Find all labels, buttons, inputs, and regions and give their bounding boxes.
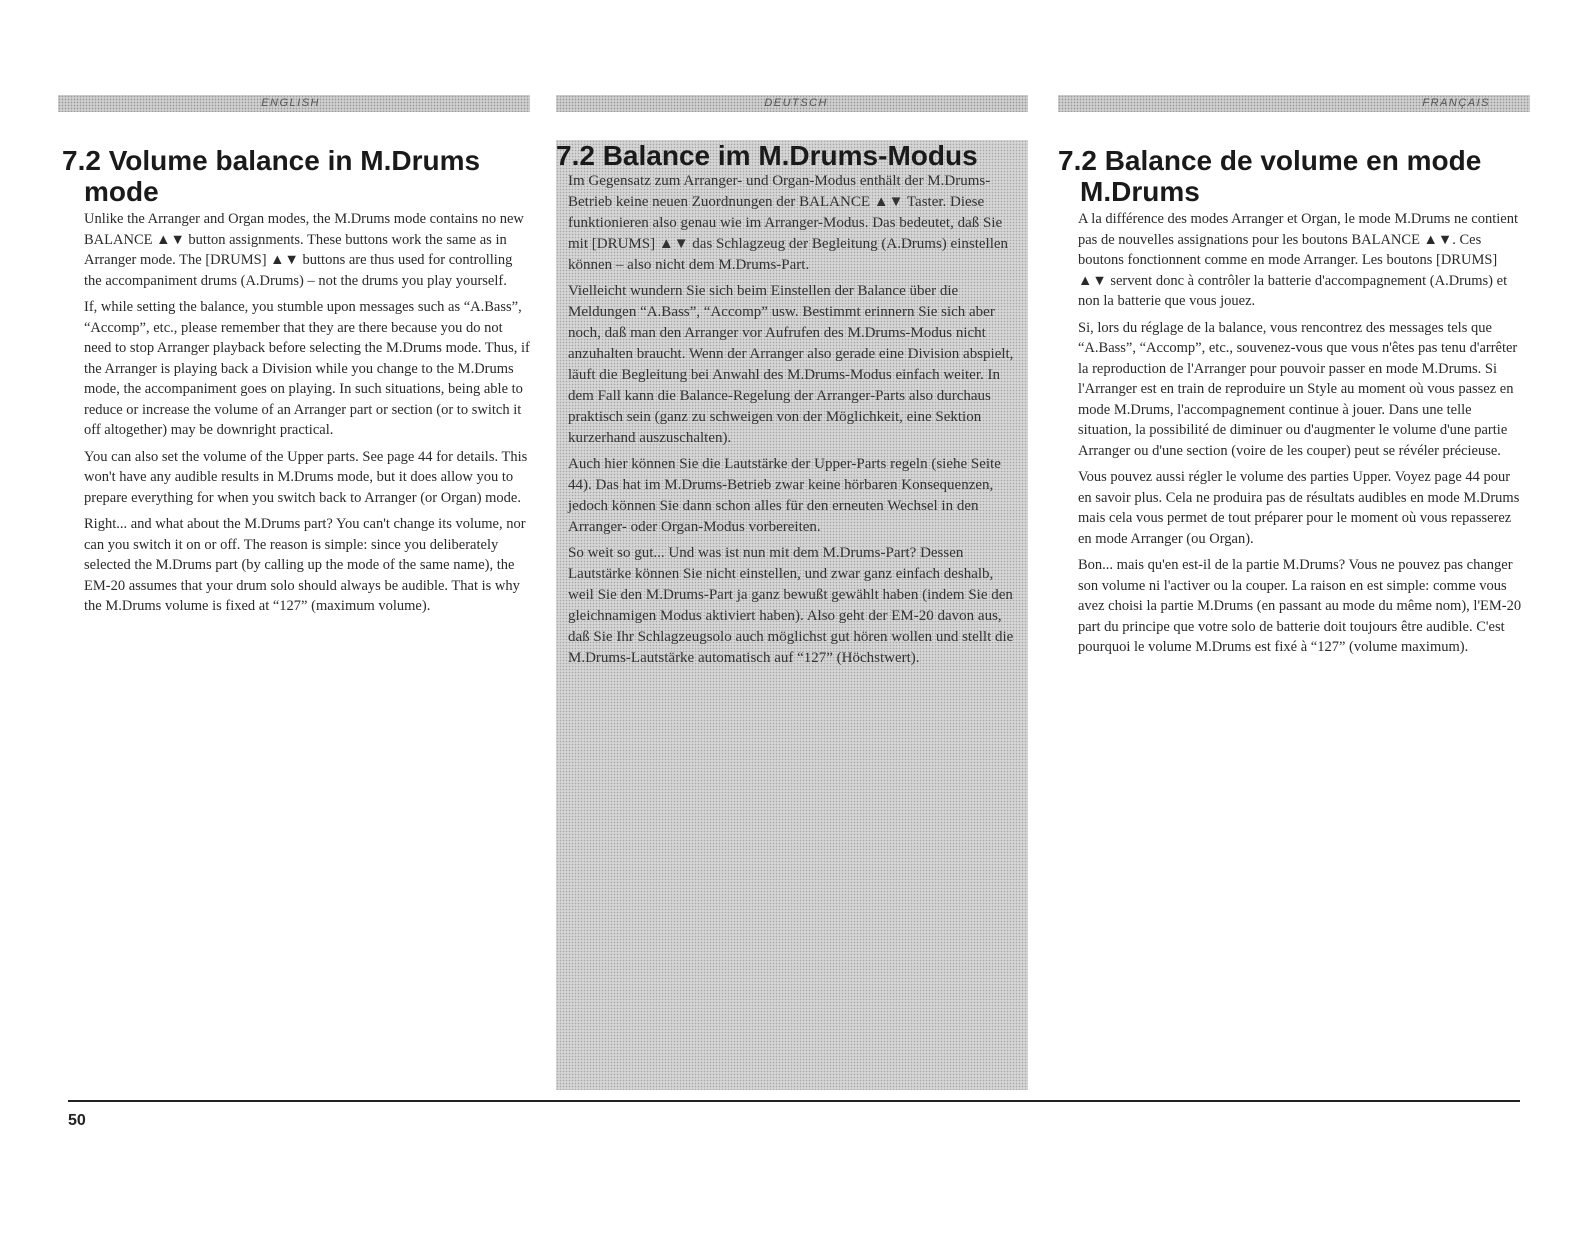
francais-body: [1058, 209, 1522, 658]
deutsch-paragraph-4: So weit so gut... Und was ist nun mit dem M.Drums-Part? Dessen Lautstärke können Sie nicht einstellen, und zwar ganz einfach deshalb, weil Sie den M.Drums-Part ja ganz bewußt gewählt haben (indem Sie den gleichnamigen Modus aktiviert haben). Also geht der EM-20 davon aus, daß Sie Ihr Schlagzeugsolo auch möglichst gut hören wollen und stellt die M.Drums-Lautstärke automatisch auf “127” (Höchstwert).: [568, 545, 1014, 666]
english-paragraph-2: If, while setting the balance, you stumble upon messages such as “A.Bass”, “Accomp”, etc., please remember that they are there because you do not need to stop Arranger playback before selecting the M.Drums mode. Thus, if the Arranger is playing back a Division while you change to the M.Drums mode, the accompaniment goes on playing. In such situations, being able to reduce or increase the volume of an Arranger part or section (or to switch it off altogether) may be downright practical.: [84, 299, 530, 438]
english-title-line2: mode: [84, 176, 159, 207]
english-section-title: [62, 145, 530, 207]
francais-paragraph-3: Vous pouvez aussi régler le volume des parties Upper. Voyez page 44 pour en savoir plus. Cela ne produira pas de résultats audibles en mode M.Drums mais cela vous permet de tout préparer pour le moment où vous repasserez en mode Arranger (ou Organ).: [1078, 469, 1520, 547]
francais-paragraph-1: A la différence des modes Arranger et Organ, le mode M.Drums ne contient pas de nouvelles assignations pour les boutons BALANCE ▲▼. Ces boutons fonctionnent comme en mode Arranger. Les boutons [DRUMS] ▲▼ servent donc à contrôler la batterie d'accompagnement (A.Drums) et non la batterie que vous jouez.: [1078, 211, 1518, 309]
language-label-francais: FRANÇAIS: [1422, 97, 1490, 109]
francais-title-line1: 7.2 Balance de volume en mode: [1058, 145, 1482, 176]
language-label-english: ENGLISH: [261, 97, 320, 109]
francais-paragraph-2: Si, lors du réglage de la balance, vous rencontrez des messages tels que “A.Bass”, “Accomp”, etc., souvenez-vous que vous n'êtes pas tenu d'arrêter la reproduction de l'Arranger pour pouvoir passer en mode M.Drums. Si l'Arranger est en train de reproduire un Style au moment où vous passez en mode M.Drums, l'accompagnement continue à jouer. Dans une telle situation, la possibilité de diminuer ou d'augmenter le volume d'une partie Arranger ou d'une section (voire de les couper) peut se révéler précieuse.: [1078, 319, 1518, 459]
francais-title-line2: M.Drums: [1080, 176, 1200, 207]
deutsch-section-title: 7.2 Balance im M.Drums-Modus: [556, 140, 978, 171]
english-paragraph-3: You can also set the volume of the Upper parts. See page 44 for details. This won't have any audible results in M.Drums mode, but it does allow you to prepare everything for when you switch back to Arranger (or Organ) mode.: [84, 448, 528, 506]
english-paragraph-4: Right... and what about the M.Drums part? You can't change its volume, nor can you switch it on or off. The reason is simple: since you deliberately selected the M.Drums part (by calling up the mode of the same name), the EM-20 assumes that your drum solo should always be audible. That is why the M.Drums volume is fixed at “127” (maximum volume).: [84, 516, 526, 614]
english-body: [62, 209, 530, 617]
language-bar-francais: [1058, 95, 1530, 112]
deutsch-column: [556, 140, 1028, 1090]
deutsch-paragraph-1: Im Gegensatz zum Arranger- und Organ-Modus enthält der M.Drums-Betrieb keine neuen Zuordnungen der BALANCE ▲▼ Taster. Diese funktionieren also genau wie im Arranger-Modus. Das bedeutet, daß Sie mit [DRUMS] ▲▼ das Schlagzeug der Begleitung (A.Drums) einstellen können – also nicht dem M.Drums-Part.: [568, 173, 1009, 273]
english-title-line1: 7.2 Volume balance in M.Drums: [62, 145, 481, 176]
francais-column: [1058, 145, 1522, 664]
francais-paragraph-4: Bon... mais qu'en est-il de la partie M.Drums? Vous ne pouvez pas changer son volume ni l'activer ou la couper. La raison en est simple: comme vous avez choisi la partie M.Drums (en passant au mode du même nom), l'EM-20 part du principe que votre solo de batterie doit toujours être audible. C'est pourquoi le volume M.Drums est fixé à “127” (volume maximum).: [1078, 557, 1522, 655]
deutsch-body: [556, 171, 1028, 669]
francais-section-title: [1058, 145, 1522, 207]
language-bar-english: [58, 95, 530, 112]
english-column: [62, 145, 530, 623]
english-paragraph-1: Unlike the Arranger and Organ modes, the M.Drums mode contains no new BALANCE ▲▼ button assignments. These buttons work the same as in Arranger mode. The [DRUMS] ▲▼ buttons are thus used for controlling the accompaniment drums (A.Drums) – not the drums you play yourself.: [84, 211, 524, 289]
page-number: 50: [68, 1112, 86, 1129]
footer-rule: [68, 1100, 1520, 1102]
deutsch-paragraph-2: Vielleicht wundern Sie sich beim Einstellen der Balance über die Meldungen “A.Bass”, “Accomp” usw. Bestimmt erinnern Sie sich aber noch, daß man den Arranger vor Aufrufen des M.Drums-Modus nicht anzuhalten braucht. Wenn der Arranger also gerade eine Division abspielt, läuft die Begleitung bei Anwahl des M.Drums-Modus einfach weiter. In dem Fall kann die Balance-Regelung der Arranger-Parts also durchaus praktisch sein (ganz zu schweigen von der Möglichkeit, eine Sektion kurzerhand auszuschalten).: [568, 283, 1014, 446]
language-label-deutsch: DEUTSCH: [764, 97, 828, 109]
language-bar-deutsch: [556, 95, 1028, 112]
deutsch-paragraph-3: Auch hier können Sie die Lautstärke der Upper-Parts regeln (siehe Seite 44). Das hat im M.Drums-Betrieb zwar keine hörbaren Konsequenzen, jedoch können Sie dann schon alles für den erneuten Wechsel in den Arranger- oder Organ-Modus vorbereiten.: [568, 456, 1001, 535]
